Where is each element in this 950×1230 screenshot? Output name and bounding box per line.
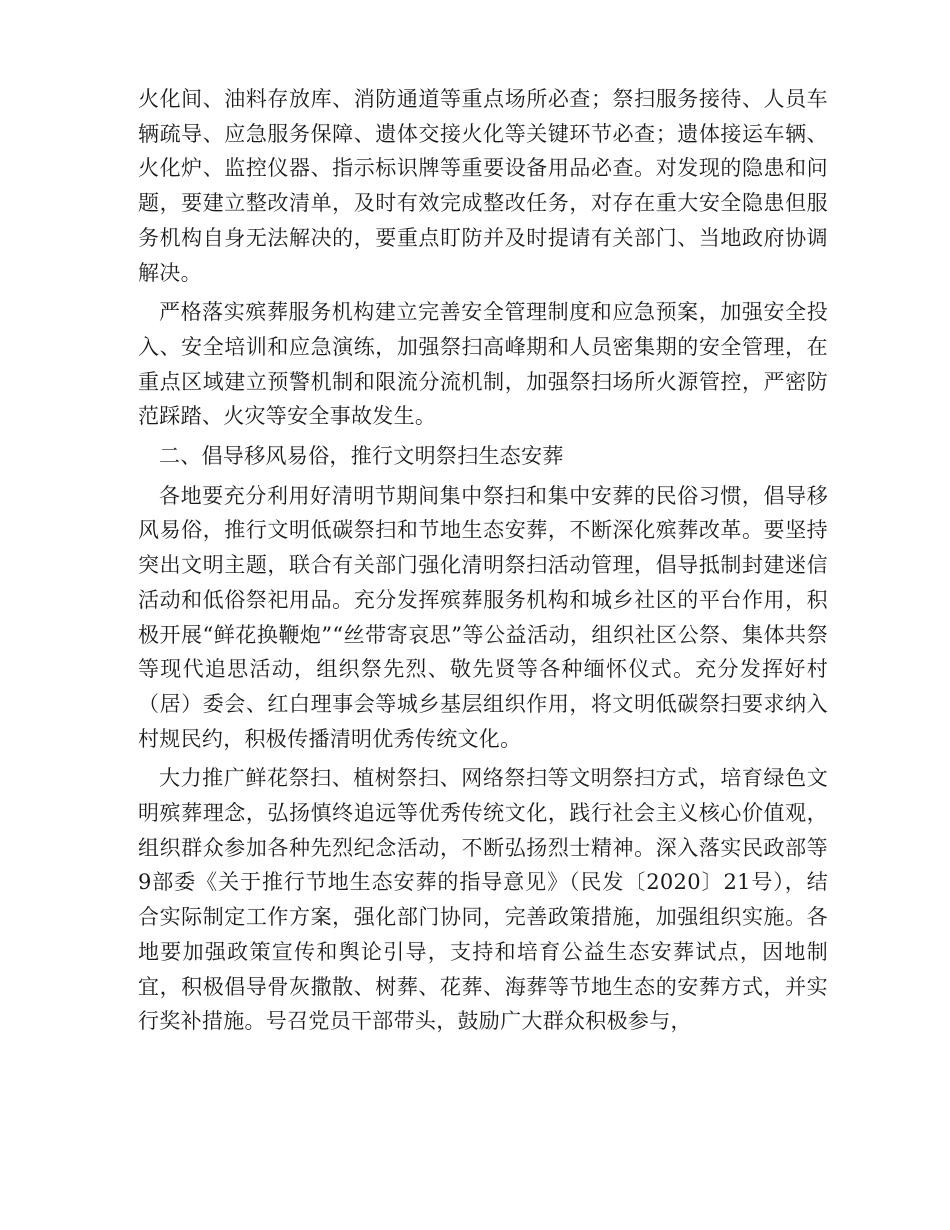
paragraph-safety-management: 严格落实殡葬服务机构建立完善安全管理制度和应急预案，加强安全投入、安全培训和应急演练，加强祭扫高峰期和人员密集期的安全管理，在重点区域建立预警机制和限流分流机制，加强祭扫场所火源管控，严密防范踩踏、火灾等安全事故发生。: [138, 300, 828, 429]
paragraph-green-burial: 大力推广鲜花祭扫、植树祭扫、网络祭扫等文明祭扫方式，培育绿色文明殡葬理念，弘扬慎终追远等优秀传统文化，践行社会主义核心价值观，组织群众参加各种先烈纪念活动，不断弘扬烈士精神。深入落实民政部等9部委《关于推行节地生态安葬的指导意见》（民发〔2020〕21号），结合实际制定工作方案，强化部门协同，完善政策措施，加强组织实施。各地要加强政策宣传和舆论引导，支持和培育公益生态安葬试点，因地制宜，积极倡导骨灰撒散、树葬、花葬、海葬等节地生态的安葬方式，并实行奖补措施。号召党员干部带头，鼓励广大群众积极参与，: [138, 766, 828, 1034]
paragraph-customs-reform: 各地要充分利用好清明节期间集中祭扫和集中安葬的民俗习惯，倡导移风易俗，推行文明低碳祭扫和节地生态安葬，不断深化殡葬改革。要坚持突出文明主题，联合有关部门强化清明祭扫活动管理，倡导抵制封建迷信活动和低俗祭祀用品。充分发挥殡葬服务机构和城乡社区的平台作用，积极开展“鲜花换鞭炮”“丝带寄哀思”等公益活动，组织社区公祭、集体共祭等现代追思活动，组织祭先烈、敬先贤等各种缅怀仪式。充分发挥好村（居）委会、红白理事会等城乡基层组织作用，将文明低碳祭扫要求纳入村规民约，积极传播清明优秀传统文化。: [138, 483, 828, 751]
document-page: [138, 82, 828, 1044]
section-heading: 二、倡导移风易俗，推行文明祭扫生态安葬: [159, 444, 564, 469]
paragraph-safety-checks: 火化间、油料存放库、消防通道等重点场所必查；祭扫服务接待、人员车辆疏导、应急服务保障、遗体交接火化等关键环节必查；遗体接运车辆、火化炉、监控仪器、指示标识牌等重要设备用品必查。对发现的隐患和问题，要建立整改清单，及时有效完成整改任务，对存在重大安全隐患但服务机构自身无法解决的，要重点盯防并及时提请有关部门、当地政府协调解决。: [138, 87, 828, 285]
